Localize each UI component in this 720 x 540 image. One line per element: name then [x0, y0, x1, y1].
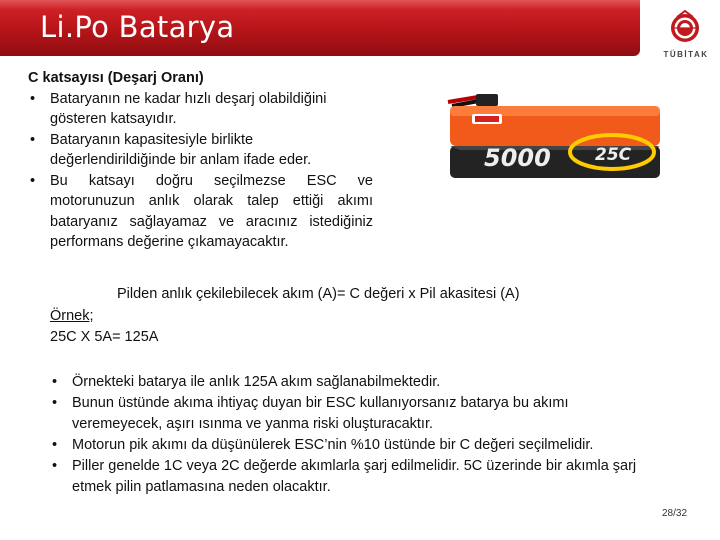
bottom-bullet-list [50, 372, 640, 498]
bullet-text: Örnekteki batarya ile anlık 125A akım sağlanabilmektedir. [72, 374, 441, 390]
bullet-text: Bataryanın ne kadar hızlı deşarj olabildiğini gösteren katsayıdır. [50, 90, 327, 127]
example-calculation: 25C X 5A= 125A [50, 329, 159, 345]
section-heading: C katsayısı (Deşarj Oranı) [28, 70, 204, 86]
intro-bullet-list [28, 89, 373, 253]
battery-capacity-label: 5000 [484, 144, 551, 172]
bullet-item: • Bu katsayı doğru seçilmezse ESC ve motorunuzun anlık olarak talep ettiği akımı bataryanız sağlayamaz ve aracınız istediğiniz performans değerine çıkamayacaktır. [30, 172, 373, 250]
bullet-text: Bu katsayı doğru seçilmezse ESC ve motorunuzun anlık olarak talep ettiği akımı bataryanız sağlayamaz ve aracınız istediğiniz performans değerine çıkamayacaktır. [50, 172, 373, 250]
bullet-item: • Piller genelde 1C veya 2C değerde akımlarla şarj edilmelidir. 5C üzerinde bir akımla şarj etmek pilin patlamasına neden olacaktır. [52, 458, 637, 495]
page-number: 28/32 [662, 508, 688, 519]
bullet-item: • Motorun pik akımı da düşünülerek ESC’nin %10 üstünde bir C değeri seçilmelidir. [52, 437, 594, 453]
bullet-text: Motorun pik akımı da düşünülerek ESC’nin %10 üstünde bir C değeri seçilmelidir. [72, 437, 594, 453]
example-label: Örnek; [50, 308, 94, 324]
logo-text: TÜBİTAK [663, 50, 709, 59]
bottom-section [50, 372, 640, 498]
bullet-item: • Bunun üstünde akıma ihtiyaç duyan bir ESC kullanıyorsanız batarya bu akımı veremeyecek, aşırı ısınma ve yanma riski oluşturacaktır. [52, 395, 569, 432]
slide-title: Li.Po Batarya [40, 10, 235, 44]
intro-section [28, 68, 373, 253]
bullet-item: • Örnekteki batarya ile anlık 125A akım sağlanabilmektedir. [52, 374, 441, 390]
bullet-text: Bataryanın kapasitesiyle birlikte değerlendirildiğinde bir anlam ifade eder. [50, 131, 312, 168]
bullet-item: • Bataryanın kapasitesiyle birlikte değerlendirildiğinde bir anlam ifade eder. [30, 131, 312, 168]
battery-c-rating-label: 25C [595, 145, 632, 165]
bullet-text: Piller genelde 1C veya 2C değerde akımlarla şarj edilmelidir. 5C üzerinde bir akımla şarj etmek pilin patlamasına neden olacaktır. [72, 458, 637, 495]
formula-text: Pilden anlık çekilebilecek akım (A)= C değeri x Pil akasitesi (A) [117, 286, 520, 302]
bullet-text: Bunun üstünde akıma ihtiyaç duyan bir ESC kullanıyorsanız batarya bu akımı veremeyecek, aşırı ısınma ve yanma riski oluşturacaktır. [72, 395, 569, 432]
lipo-battery-photo [380, 88, 704, 196]
bullet-item: • Bataryanın ne kadar hızlı deşarj olabildiğini gösteren katsayıdır. [30, 90, 327, 127]
